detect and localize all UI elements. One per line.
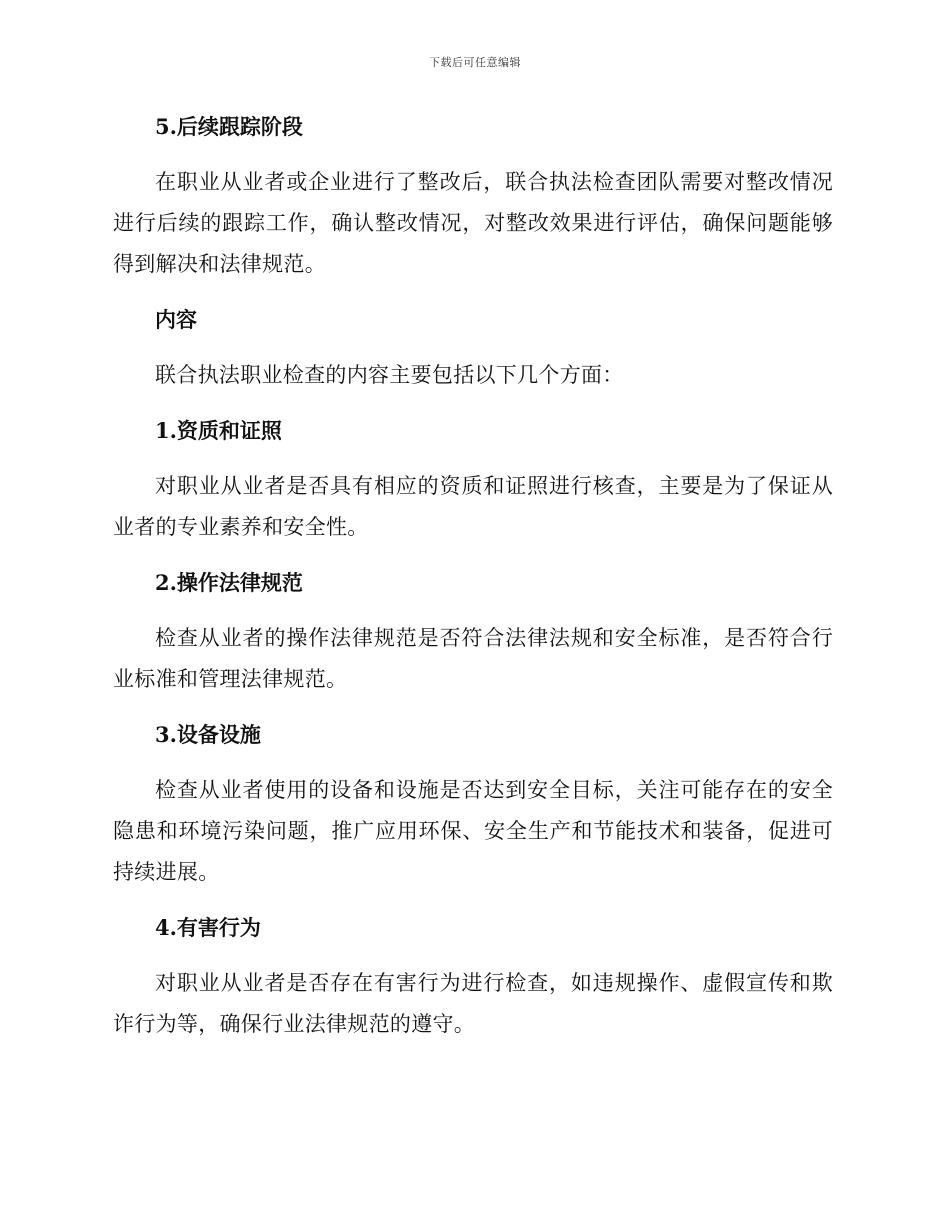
document-body [113, 108, 833, 1045]
section-paragraph-followup: 在职业从业者或企业进行了整改后，联合执法检查团队需要对整改情况进行后续的跟踪工作，确认整改情况，对整改效果进行评估，确保问题能够得到解决和法律规范。 [113, 170, 833, 276]
section-paragraph-content: 联合执法职业检查的内容主要包括以下几个方面： [155, 363, 624, 387]
section-heading-content: 内容 [155, 307, 197, 332]
section-heading-operations: 2.操作法律规范 [155, 570, 303, 595]
section-paragraph-equipment: 检查从业者使用的设备和设施是否达到安全目标，关注可能存在的安全隐患和环境污染问题，推广应用环保、安全生产和节能技术和装备，促进可持续进展。 [113, 778, 833, 884]
section-heading-equipment: 3.设备设施 [155, 722, 261, 747]
section-paragraph-operations: 检查从业者的操作法律规范是否符合法律法规和安全标准，是否符合行业标准和管理法律规范。 [113, 626, 833, 691]
section-paragraph-qualifications: 对职业从业者是否具有相应的资质和证照进行核查，主要是为了保证从业者的专业素养和安全性。 [113, 474, 833, 539]
section-heading-harmful-behavior: 4.有害行为 [155, 915, 261, 940]
section-paragraph-harmful-behavior: 对职业从业者是否存在有害行为进行检查，如违规操作、虚假宣传和欺诈行为等，确保行业法律规范的遵守。 [113, 971, 833, 1036]
section-heading-qualifications: 1.资质和证照 [155, 418, 282, 443]
section-heading-followup: 5.后续跟踪阶段 [155, 114, 303, 139]
header-note: 下载后可任意编辑 [429, 56, 521, 69]
